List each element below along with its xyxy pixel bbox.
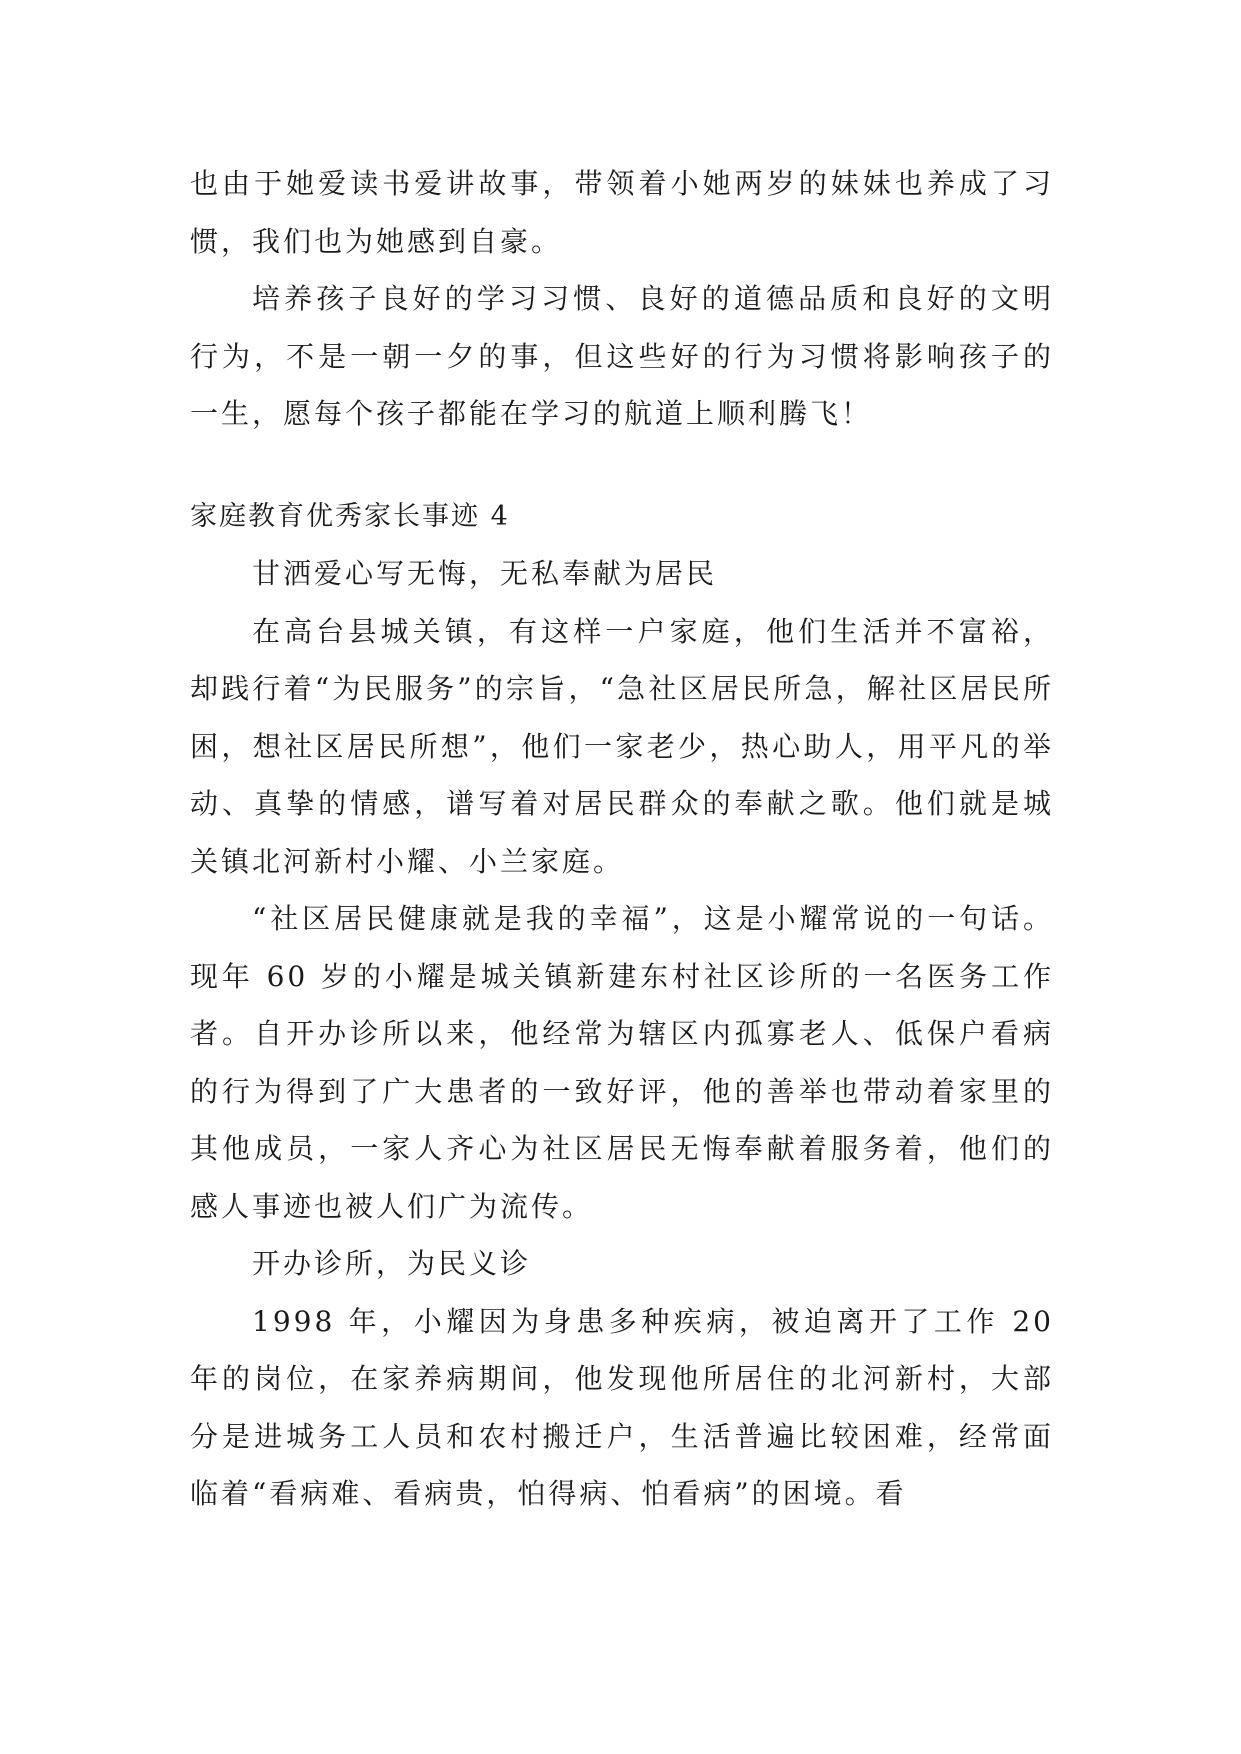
section-subtitle: 甘洒爱心写无悔，无私奉献为居民: [252, 557, 718, 590]
document-body: [190, 155, 1054, 1523]
subheading: 开办诊所，为民义诊: [252, 1247, 532, 1280]
section-gap: [190, 443, 1054, 488]
section-title: 家庭教育优秀家长事迹 4: [190, 500, 510, 532]
paragraph-closing: 培养孩子良好的学习习惯、良好的道德品质和良好的文明行为，不是一朝一夕的事，但这些好的行为习惯将影响孩子的一生，愿每个孩子都能在学习的航道上顺利腾飞！: [190, 282, 1054, 430]
paragraph-quote: “社区居民健康就是我的幸福”，这是小耀常说的一句话。现年 60 岁的小耀是城关镇新建东村社区诊所的一名医务工作者。自开办诊所以来，他经常为辖区内孤寡老人、低保户看病的行为得到了广大患者的一致好评，他的善举也带动着家里的其他成员，一家人齐心为社区居民无悔奉献着服务着，他们的感人事迹也被人们广为流传。: [190, 902, 1054, 1223]
paragraph-continuation: 也由于她爱读书爱讲故事，带领着小她两岁的妹妹也养成了习惯，我们也为她感到自豪。: [190, 167, 1054, 258]
paragraph-clinic: 1998 年，小耀因为身患多种疾病，被迫离开了工作 20 年的岗位，在家养病期间，他发现他所居住的北河新村，大部分是进城务工人员和农村搬迁户，生活普遍比较困难，经常面临着“看病难、看病贵，怕得病、怕看病”的困境。看: [190, 1304, 1054, 1510]
paragraph-intro: 在高台县城关镇，有这样一户家庭，他们生活并不富裕，却践行着“为民服务”的宗旨，“急社区居民所急，解社区居民所困，想社区居民所想”，他们一家老少，热心助人，用平凡的举动、真挚的情感，谱写着对居民群众的奉献之歌。他们就是城关镇北河新村小耀、小兰家庭。: [190, 614, 1054, 878]
